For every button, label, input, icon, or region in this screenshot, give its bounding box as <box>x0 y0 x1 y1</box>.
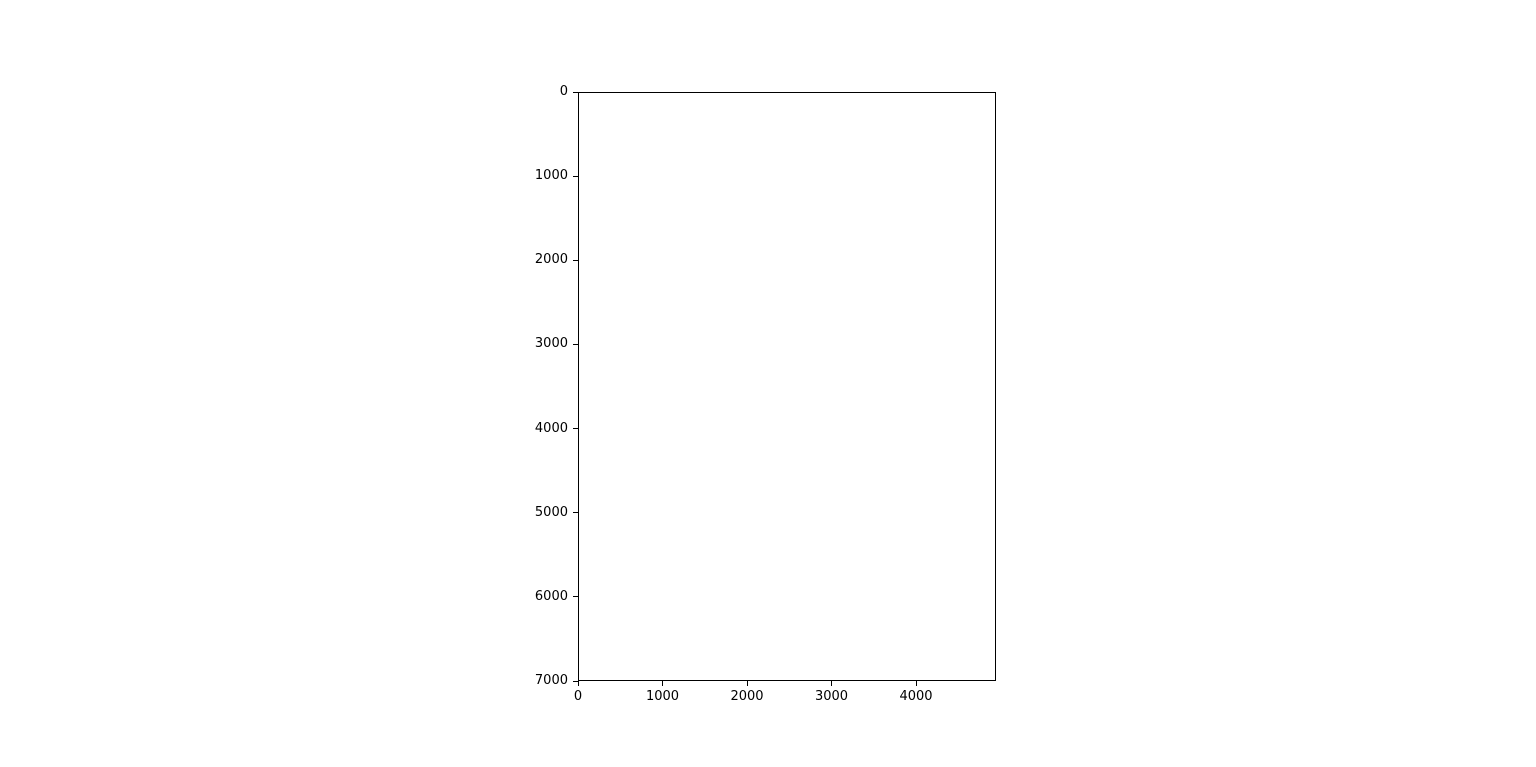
x-axis-tick-label: 3000 <box>814 689 849 704</box>
y-axis-tick-mark <box>573 92 578 93</box>
y-axis-tick-label: 2000 <box>534 252 568 268</box>
y-axis-tick-mark <box>573 428 578 429</box>
x-axis-tick-label: 0 <box>573 689 583 704</box>
x-axis-tick-mark <box>916 681 917 686</box>
x-axis-tick-mark <box>831 681 832 686</box>
plot-area <box>578 92 996 681</box>
y-axis-tick-mark <box>573 176 578 177</box>
y-axis-tick-label: 1000 <box>534 168 568 184</box>
y-axis-tick-mark <box>573 596 578 597</box>
y-axis-tick-label: 3000 <box>534 336 568 352</box>
y-axis-tick-mark <box>573 512 578 513</box>
x-axis-tick-label: 4000 <box>899 689 933 704</box>
x-axis-tick-mark <box>662 681 663 686</box>
y-axis-tick-label: 0 <box>559 84 568 99</box>
y-axis-tick-label: 5000 <box>534 504 568 520</box>
x-axis-tick-label: 1000 <box>645 689 680 704</box>
x-axis-tick-mark <box>578 681 579 686</box>
y-axis-tick-label: 6000 <box>534 588 568 604</box>
y-axis-tick-label: 4000 <box>534 420 568 436</box>
y-axis-tick-label: 7000 <box>534 673 568 688</box>
x-axis-tick-label: 2000 <box>730 689 764 704</box>
x-axis-tick-mark <box>747 681 748 686</box>
y-axis-tick-mark <box>573 260 578 261</box>
y-axis-tick-mark <box>573 344 578 345</box>
